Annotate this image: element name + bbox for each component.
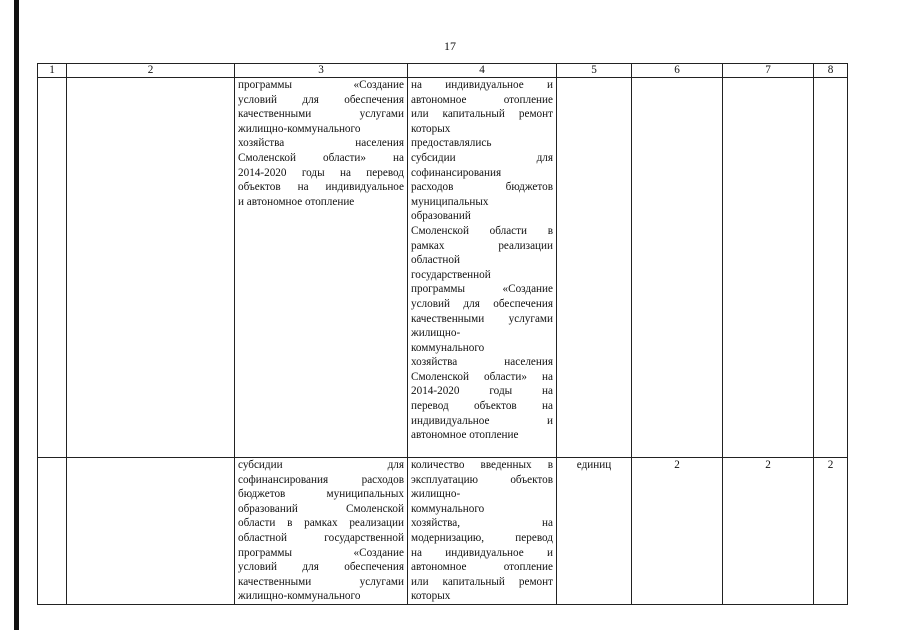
- cell-line: автономное отопление: [411, 429, 519, 442]
- row1-col3-text: [235, 78, 407, 209]
- row2-col7-value: 2: [723, 458, 814, 605]
- cell-line: Смоленской области» на: [238, 151, 404, 164]
- cell-line: эксплуатацию объектов: [411, 473, 553, 486]
- row1-col4-cell: [408, 78, 557, 458]
- row2-col4-text: [408, 458, 556, 604]
- cell-line: условий для обеспечения: [238, 561, 404, 574]
- row2-unit-cell: единиц: [557, 458, 632, 605]
- row1-col6-cell: [632, 78, 723, 458]
- cell-line: коммунального: [411, 341, 485, 354]
- cell-line: расходов бюджетов: [411, 181, 553, 194]
- cell-line: коммунального: [411, 502, 485, 515]
- cell-line: образований Смоленской: [238, 502, 404, 515]
- row1-col8-cell: [814, 78, 848, 458]
- cell-line: условий для обеспечения: [411, 297, 553, 310]
- cell-line: 2014-2020 годы на перевод: [238, 166, 404, 179]
- cell-line: софинансирования: [411, 166, 502, 179]
- cell-line: которых: [411, 122, 451, 135]
- cell-line: качественными услугами: [411, 312, 553, 325]
- cell-line: и автономное отопление: [238, 195, 355, 208]
- row2-col1-cell: [38, 458, 67, 605]
- cell-line: предоставлялись: [411, 137, 492, 150]
- header-col-1: 1: [38, 64, 67, 78]
- cell-line: программы «Создание: [238, 546, 404, 559]
- header-col-7: 7: [723, 64, 814, 78]
- cell-line: образований: [411, 210, 471, 223]
- row1-col2-cell: [67, 78, 235, 458]
- row2-col2-cell: [67, 458, 235, 605]
- row2-col8-value: 2: [814, 458, 848, 605]
- cell-line: автономное отопление: [411, 561, 553, 574]
- cell-line: или капитальный ремонт: [411, 108, 553, 121]
- cell-line: софинансирования расходов: [238, 473, 404, 486]
- row1-col3-cell: [235, 78, 408, 458]
- cell-line: хозяйства населения: [411, 356, 553, 369]
- cell-line: субсидии для: [238, 459, 404, 471]
- row2-col3-cell: [235, 458, 408, 605]
- header-row: [38, 64, 848, 78]
- row2-col3-text: [235, 458, 407, 604]
- cell-line: Смоленской области в: [411, 224, 553, 237]
- header-col-4: 4: [408, 64, 557, 78]
- table-row: [38, 78, 848, 458]
- header-col-2: 2: [67, 64, 235, 78]
- cell-line: количество введенных в: [411, 459, 553, 471]
- cell-line: условий для обеспечения: [238, 93, 404, 106]
- cell-line: хозяйства населения: [238, 137, 404, 150]
- cell-line: областной государственной: [238, 531, 404, 544]
- cell-line: жилищно-коммунального: [238, 590, 361, 603]
- cell-line: 2014-2020 годы на: [411, 385, 553, 398]
- cell-line: качественными услугами: [238, 575, 404, 588]
- cell-line: программы «Создание: [411, 283, 553, 296]
- cell-line: Смоленской области» на: [411, 370, 553, 383]
- header-col-8: 8: [814, 64, 848, 78]
- cell-line: государственной: [411, 268, 491, 281]
- cell-line: муниципальных: [411, 195, 489, 208]
- page-number: 17: [444, 39, 456, 53]
- cell-line: модернизацию, перевод: [411, 531, 553, 544]
- cell-line: жилищно-: [411, 488, 461, 501]
- cell-line: объектов на индивидуальное: [238, 181, 404, 194]
- cell-line: области в рамках реализации: [238, 517, 404, 530]
- row2-col6-value: 2: [632, 458, 723, 605]
- data-table: [37, 63, 848, 605]
- header-col-6: 6: [632, 64, 723, 78]
- row1-col5-cell: [557, 78, 632, 458]
- cell-line: жилищно-: [411, 327, 461, 340]
- cell-line: на индивидуальное и: [411, 79, 553, 91]
- cell-line: автономное отопление: [411, 93, 553, 106]
- cell-line: областной: [411, 254, 460, 267]
- cell-line: которых: [411, 590, 451, 603]
- row2-col4-cell: [408, 458, 557, 605]
- row1-col4-text: [408, 78, 556, 443]
- row1-col7-cell: [723, 78, 814, 458]
- cell-line: бюджетов муниципальных: [238, 488, 404, 501]
- cell-line: на индивидуальное и: [411, 546, 553, 559]
- header-col-3: 3: [235, 64, 408, 78]
- table-row: [38, 458, 848, 605]
- scan-edge-line: [14, 0, 19, 630]
- cell-line: индивидуальное и: [411, 414, 553, 427]
- cell-line: перевод объектов на: [411, 400, 553, 413]
- cell-line: субсидии для: [411, 151, 553, 164]
- cell-line: рамках реализации: [411, 239, 553, 252]
- cell-line: качественными услугами: [238, 108, 404, 121]
- cell-line: или капитальный ремонт: [411, 575, 553, 588]
- header-col-5: 5: [557, 64, 632, 78]
- row1-col1-cell: [38, 78, 67, 458]
- cell-line: хозяйства, на: [411, 517, 553, 530]
- cell-line: программы «Создание: [238, 79, 404, 91]
- cell-line: жилищно-коммунального: [238, 122, 361, 135]
